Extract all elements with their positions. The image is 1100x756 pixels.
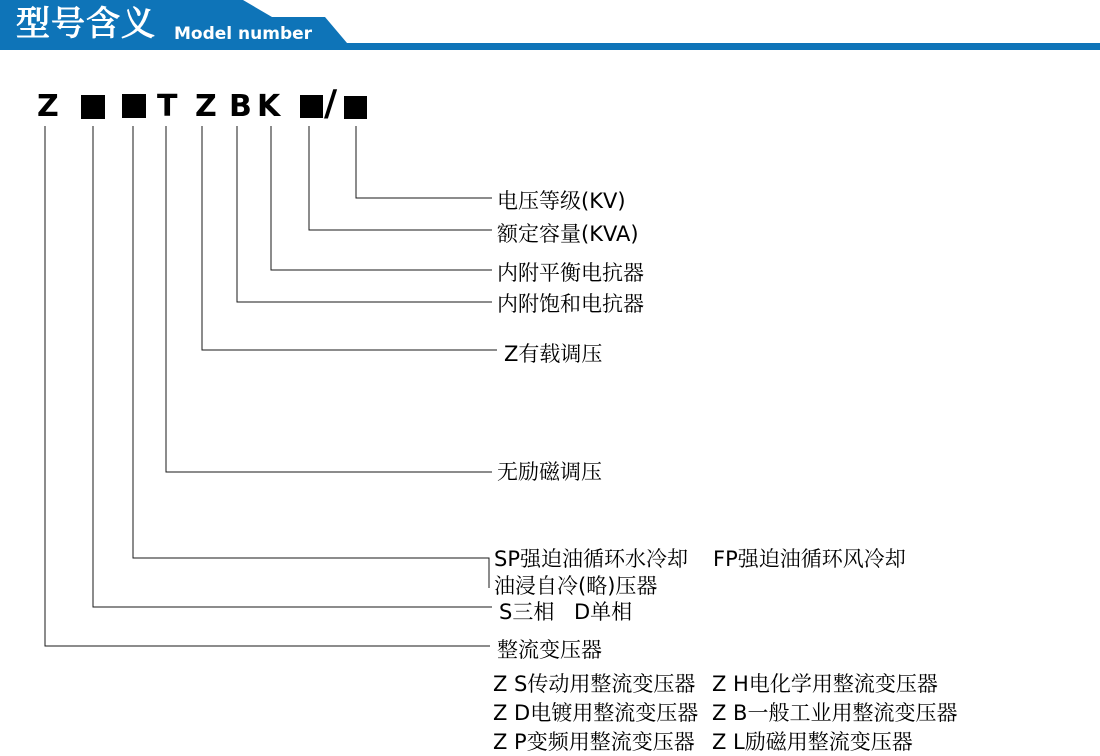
code-symbol-b: B [229, 89, 252, 124]
label-voltage-class: 电压等级(KV) [497, 189, 626, 213]
code-symbol-t: T [157, 89, 178, 124]
type-list-item: Z P变频用整流变压器 [493, 730, 695, 754]
type-list-item: Z D电镀用整流变压器 [493, 701, 699, 725]
label-on-load: Z有载调压 [504, 342, 603, 366]
label-no-excitation: 无励磁调压 [497, 460, 602, 484]
code-symbol-z1: Z [37, 89, 59, 124]
type-list-item: Z L励磁用整流变压器 [712, 730, 913, 754]
label-rectifier: 整流变压器 [497, 638, 602, 662]
code-symbol-k: K [257, 89, 281, 124]
square-placeholder-icon [122, 94, 146, 118]
label-saturable-reactor: 内附饱和电抗器 [497, 292, 644, 316]
header-banner [0, 0, 1100, 52]
label-cooling-air: FP强迫油循环风冷却 [713, 547, 906, 571]
type-list-item: Z B一般工业用整流变压器 [712, 701, 958, 725]
type-list-item: Z H电化学用整流变压器 [712, 672, 938, 696]
square-placeholder-icon [344, 96, 367, 119]
square-placeholder-icon [81, 95, 105, 119]
banner-shape [0, 0, 1100, 50]
code-symbol-z2: Z [195, 89, 217, 124]
type-list-item: Z S传动用整流变压器 [493, 672, 696, 696]
code-symbol-slash: / [324, 83, 338, 124]
connector-voltage [356, 126, 492, 198]
connector-no-excitation [166, 126, 492, 472]
connector-cooling [133, 126, 489, 588]
connector-capacity [309, 126, 492, 230]
square-placeholder-icon [300, 95, 323, 118]
label-balance-reactor: 内附平衡电抗器 [497, 261, 644, 285]
connector-phase [93, 126, 492, 607]
label-three-phase: S三相 [499, 600, 555, 624]
connector-rectifier [45, 126, 490, 646]
connector-on-load [202, 126, 497, 350]
label-single-phase: D单相 [574, 600, 633, 624]
label-cooling-water: SP强迫油循环水冷却 [494, 547, 688, 571]
page-subtitle: Model number [174, 24, 313, 44]
page-title: 型号含义 [16, 4, 156, 44]
label-rated-capacity: 额定容量(KVA) [497, 222, 639, 246]
label-oil-self-cooled: 油浸自冷(略)压器 [494, 574, 658, 598]
connector-saturable [237, 126, 492, 302]
connector-balance [271, 126, 492, 270]
